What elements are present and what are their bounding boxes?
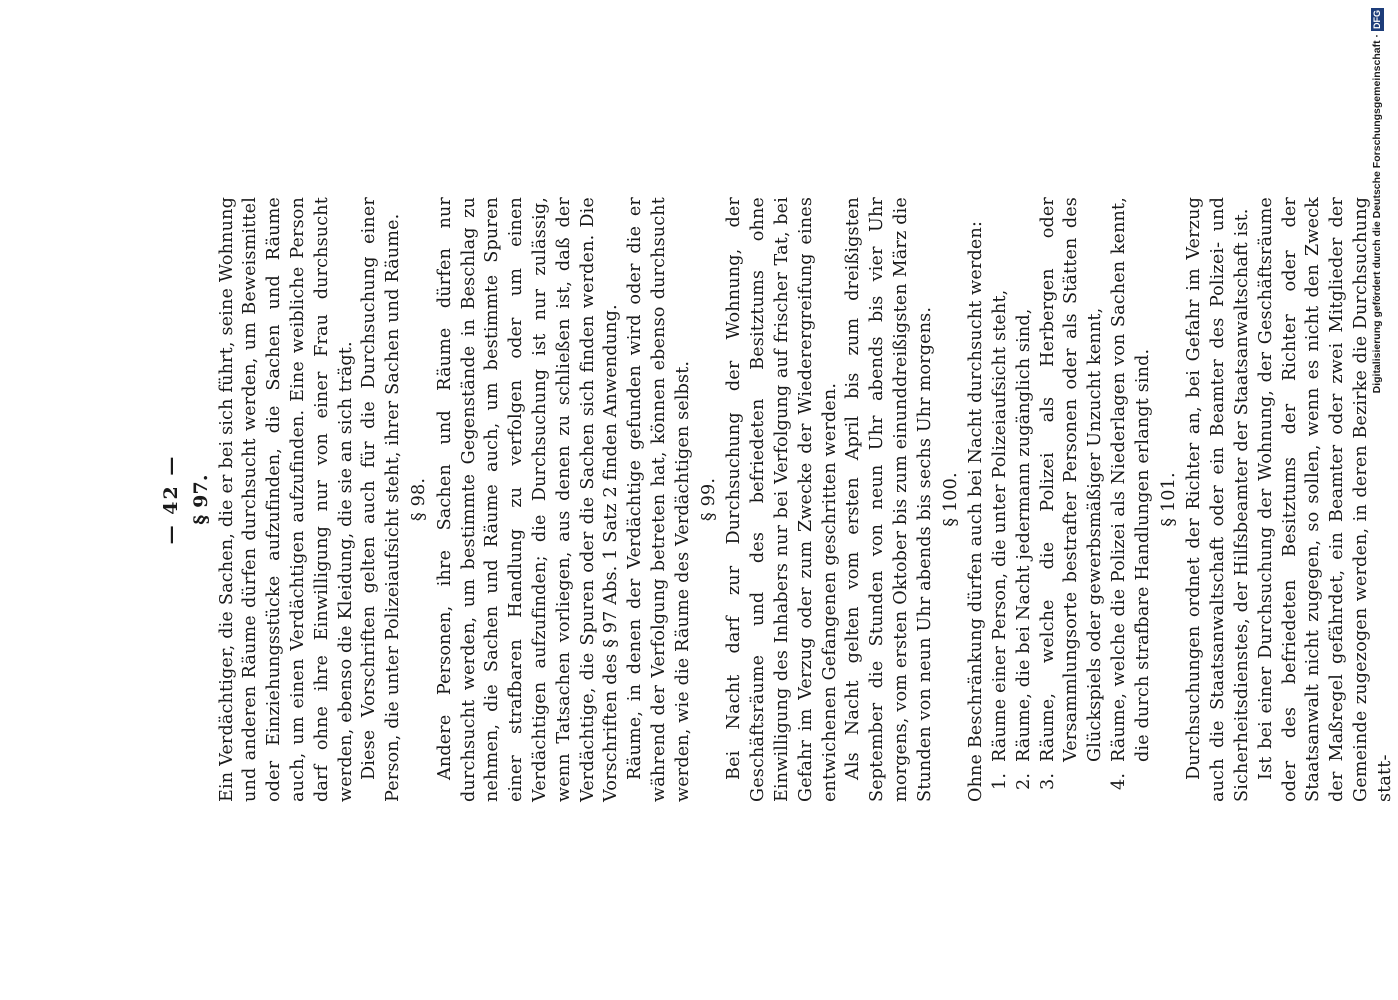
section-100-heading: § 100. [940,472,961,527]
list-item-number: 3. [1037,772,1058,790]
dfg-credit-strip [1370,8,1384,998]
dfg-credit-text: Digitalisierung gefördert durch die Deutsche Forschungsgemeinschaft · [1371,34,1383,394]
section-99-paragraph-2: Als Nacht gelten vom ersten April bis zum dreißigsten September die Stunden von neun Uhr abends bis vier Uhr morgens, vom ersten Oktober bis zum einunddreißigsten März die Stunden von neun Uhr abends bis sechs Uhr morgens. [843,197,935,802]
list-item-text: Räume, welche die Polizei als Niederlagen von Sachen kennt, die durch strafbare Handlungen erlangt sind. [1109,197,1153,762]
list-item-text: Räume einer Person, die unter Polizeiaufsicht steht, [990,289,1011,762]
page-number: — 42 — [160,454,182,545]
section-98-paragraph-2: Räume, in denen der Verdächtige gefunden wird oder die er während der Verfolgung betreten hat, können ebenso durchsucht werden, wie die Räume des Verdächtigen selbst. [625,197,693,802]
list-item [1037,197,1108,802]
section-97-heading: § 97. [189,474,212,525]
section-97-paragraph-1: Ein Verdächtiger, die Sachen, die er bei sich führt, seine Wohnung und anderen Räume dürfen durchsucht werden, um Beweismittel oder Einziehungsstücke aufzufinden, die Sachen und Räume auch, um einen Verdächtigen aufzufinden. Eine weibliche Person darf ohne ihre Einwilligung nur von einer Frau durchsucht werden, ebenso die Kleidung, die sie an sich trägt. [216,197,356,802]
list-item-number: 4. [1109,772,1130,790]
section-97-paragraph-2: Diese Vorschriften gelten auch für die Durchsuchung einer Person, die unter Polizeiaufsicht steht, ihrer Sachen und Räume. [359,197,404,802]
section-100-intro: Ohne Beschränkung dürfen auch bei Nacht durchsucht werden: [966,220,987,802]
section-101-heading: § 101. [1158,472,1179,527]
section-98-heading: § 98. [408,477,429,522]
list-item [1013,197,1037,802]
list-item-text: Räume, die bei Nacht jedermann zugänglich sind, [1013,308,1034,762]
list-item-number: 1. [990,772,1011,790]
section-99-paragraph-1: Bei Nacht darf zur Durchsuchung der Wohnung, der Geschäftsräume und des befriedeten Besitztums ohne Einwilligung des Inhabers nur bei Verfolgung auf frischer Tat, bei Gefahr im Verzug oder zum Zwecke der Wiederergreifung eines entwichenen Gefangenen geschritten werden. [724,197,840,802]
section-101-paragraph-1: Durchsuchungen ordnet der Richter an, bei Gefahr im Verzug auch die Staatsanwaltschaft oder ein Beamter des Polizei- und Sicherheitsdienstes, der Hilfsbeamter der Staatsanwaltschaft ist. [1184,197,1253,802]
document-page [160,197,1398,802]
section-99-heading: § 99. [698,477,719,522]
section-101-paragraph-2: Ist bei einer Durchsuchung der Wohnung, der Geschäftsräume oder des befriedeten Besitztums der Richter oder der Staatsanwalt nicht zugegen, so sollen, wenn es nicht den Zweck der Maßregel gefährdet, ein Beamter oder zwei Mitglieder der Gemeinde zugezogen werden, in deren Bezirke die Durchsuchung statt- [1255,197,1395,802]
list-item [1108,197,1156,802]
list-item-number: 2. [1013,772,1034,790]
list-item [989,197,1013,802]
section-98-paragraph-1: Andere Personen, ihre Sachen und Räume dürfen nur durchsucht werden, um bestimmte Gegenstände in Beschlag zu nehmen, die Sachen und Räume auch, um bestimmte Spuren einer strafbaren Handlung zu verfolgen oder um einen Verdächtigen aufzufinden; die Durchsuchung ist nur zulässig, wenn Tatsachen vorliegen, aus denen zu schließen ist, daß der Verdächtige, die Spuren oder die Sachen sich finden werden. Die Vorschriften des § 97 Abs. 1 Satz 2 finden Anwendung. [434,197,622,802]
list-item-text: Räume, welche die Polizei als Herbergen oder Versammlungsorte bestrafter Personen oder als Stätten des Glückspiels oder gewerbsmäßiger Unzucht kennt, [1037,197,1106,762]
dfg-logo: DFG [1371,10,1382,29]
section-100-list [989,197,1156,802]
